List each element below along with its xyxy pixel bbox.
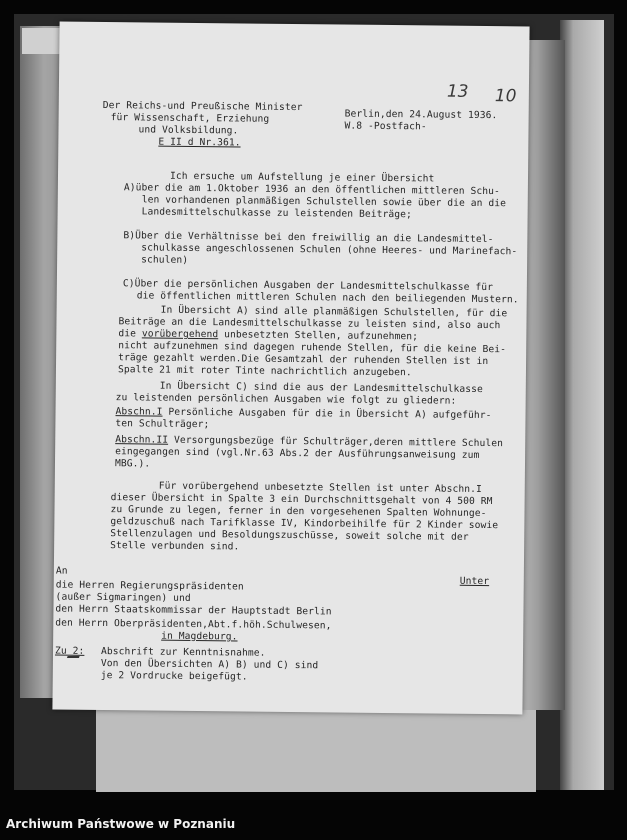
para2-line-1: In Übersicht A) sind alle planmäßigen Schulstellen, für die <box>160 304 508 320</box>
item-c-line-2: die öffentlichen mittleren Schulen nach den beiliegenden Mustern. <box>136 290 519 306</box>
item-b-line-2: schulkasse angeschlossenen Schulen (ohne Heeres- und Marinefach- <box>141 242 518 258</box>
addressee-line-3: den Herrn Staatskommissar der Hauptstadt Berlin <box>55 603 332 618</box>
archive-caption: Archiwum Państwowe w Poznaniu <box>6 817 236 831</box>
annex-line-1: Abschrift zur Kenntnisnahme. <box>100 646 266 659</box>
annex-line-3: je 2 Vordrucke beigefügt. <box>100 670 248 683</box>
para2-line-4: nicht aufzunehmen sind dagegen ruhende Stellen, für die keine Bei- <box>118 340 507 356</box>
para4-line-1: Für vorübergehend unbesetzte Stellen ist unter Abschn.I <box>158 480 482 496</box>
handwritten-number-2: 10 <box>494 86 517 107</box>
abschn-2-line-2: eingegangen sind (vgl.Nr.63 Abs.2 der Ausführungsanweisung zum <box>115 446 480 461</box>
postal-address: W.8 -Postfach- <box>344 120 427 133</box>
addressee-line-4: den Herrn Oberpräsidenten,Abt.f.höh.Schulwesen, <box>55 617 332 632</box>
item-a-line-3: Landesmittelschulkasse zu leistenden Beiträge; <box>141 206 412 221</box>
addressee-line-5: in Magdeburg. <box>161 630 238 643</box>
abschn-1-line-2: ten Schulträger; <box>115 418 210 431</box>
abschn-1-label: Abschn.I <box>115 406 163 418</box>
item-a-line-1: A)über die am 1.Oktober 1936 an den öffentlichen mittleren Schu- <box>123 182 500 198</box>
item-a-line-2: len vorhandenen planmäßigen Schulstellen sowie über die an die <box>141 194 507 210</box>
annex-label: Zu 2: <box>54 645 85 657</box>
addressee-line-1: die Herren Regierungspräsidenten <box>55 579 244 593</box>
para3-line-1: In Übersicht C) sind die aus der Landesmittelschulkasse <box>159 380 484 396</box>
para4-line-5: Stellenzulagen und Besoldungszuschüsse, soweit solche mit der <box>110 528 469 543</box>
intro-line: Ich ersuche um Aufstellung je einer Übersicht <box>169 170 435 185</box>
para4-line-3: zu Grunde zu legen, ferner in den vorgesehenen Spalten Wohnunge- <box>110 504 487 520</box>
document-page <box>52 22 529 715</box>
underlined-vorubergehend: vorübergehend <box>141 328 219 341</box>
item-b-line-3: schulen) <box>141 254 189 266</box>
para2-line-3-start: die <box>118 328 142 340</box>
para2-line-5: träge gezahlt werden.Die Gesamtzahl der ruhenden Stellen ist in <box>118 352 489 368</box>
ministry-line-1: Der Reichs-und Preußische Minister <box>102 100 303 114</box>
right-binding-edge <box>560 20 604 790</box>
annex-line-2: Von den Übersichten A) B) und C) sind <box>100 658 319 672</box>
para3-line-2: zu leistenden persönlichen Ausgaben wie folgt zu gliedern: <box>115 392 457 407</box>
para2-line-3-end: unbesetzten Stellen, aufzunehmen; <box>218 329 419 343</box>
reference-number: E II d Nr.361. <box>158 136 241 149</box>
para4-line-4: geldzuschuß nach Tarifklasse IV, Kindorbeihilfe für 2 Kinder sowie <box>110 516 499 532</box>
unter-label: Unter <box>459 575 490 588</box>
addressee-line-2: (außer Sigmaringen) und <box>55 591 191 604</box>
ministry-line-3: und Volksbildung. <box>138 124 239 137</box>
an-label: An <box>55 565 68 577</box>
para2-line-2: Beiträge an die Landesmittelschulkasse zu leisten sind, also auch <box>118 316 501 332</box>
place-date: Berlin,den 24.August 1936. <box>344 108 498 122</box>
para2-line-6: Spalte 21 mit roter Tinte nachrichtlich anzugeben. <box>117 364 412 379</box>
abschn-2-label: Abschn.II <box>115 434 169 446</box>
handwritten-number-1: 13 <box>446 81 469 102</box>
para4-line-6: Stelle verbunden sind. <box>110 540 240 553</box>
item-b-line-1: B)Über die Verhältnisse bei den freiwillig an die Landesmittel- <box>123 230 494 246</box>
ministry-line-2: für Wissenschaft, Erziehung <box>110 112 270 125</box>
abschn-2-line-3: MBG.). <box>114 458 151 470</box>
abschn-1-text: Persönliche Ausgaben für die in Übersicht A) aufgeführ- <box>162 406 492 422</box>
para4-line-2: dieser Übersicht in Spalte 3 ein Durchschnittsgehalt von 4 500 RM <box>110 492 493 508</box>
abschn-2-text: Versorgungsbezüge für Schulträger,deren mittlere Schulen <box>168 434 504 450</box>
item-c-line-1: C)Über die persönlichen Ausgaben der Landesmittelschulkasse für <box>122 278 494 294</box>
